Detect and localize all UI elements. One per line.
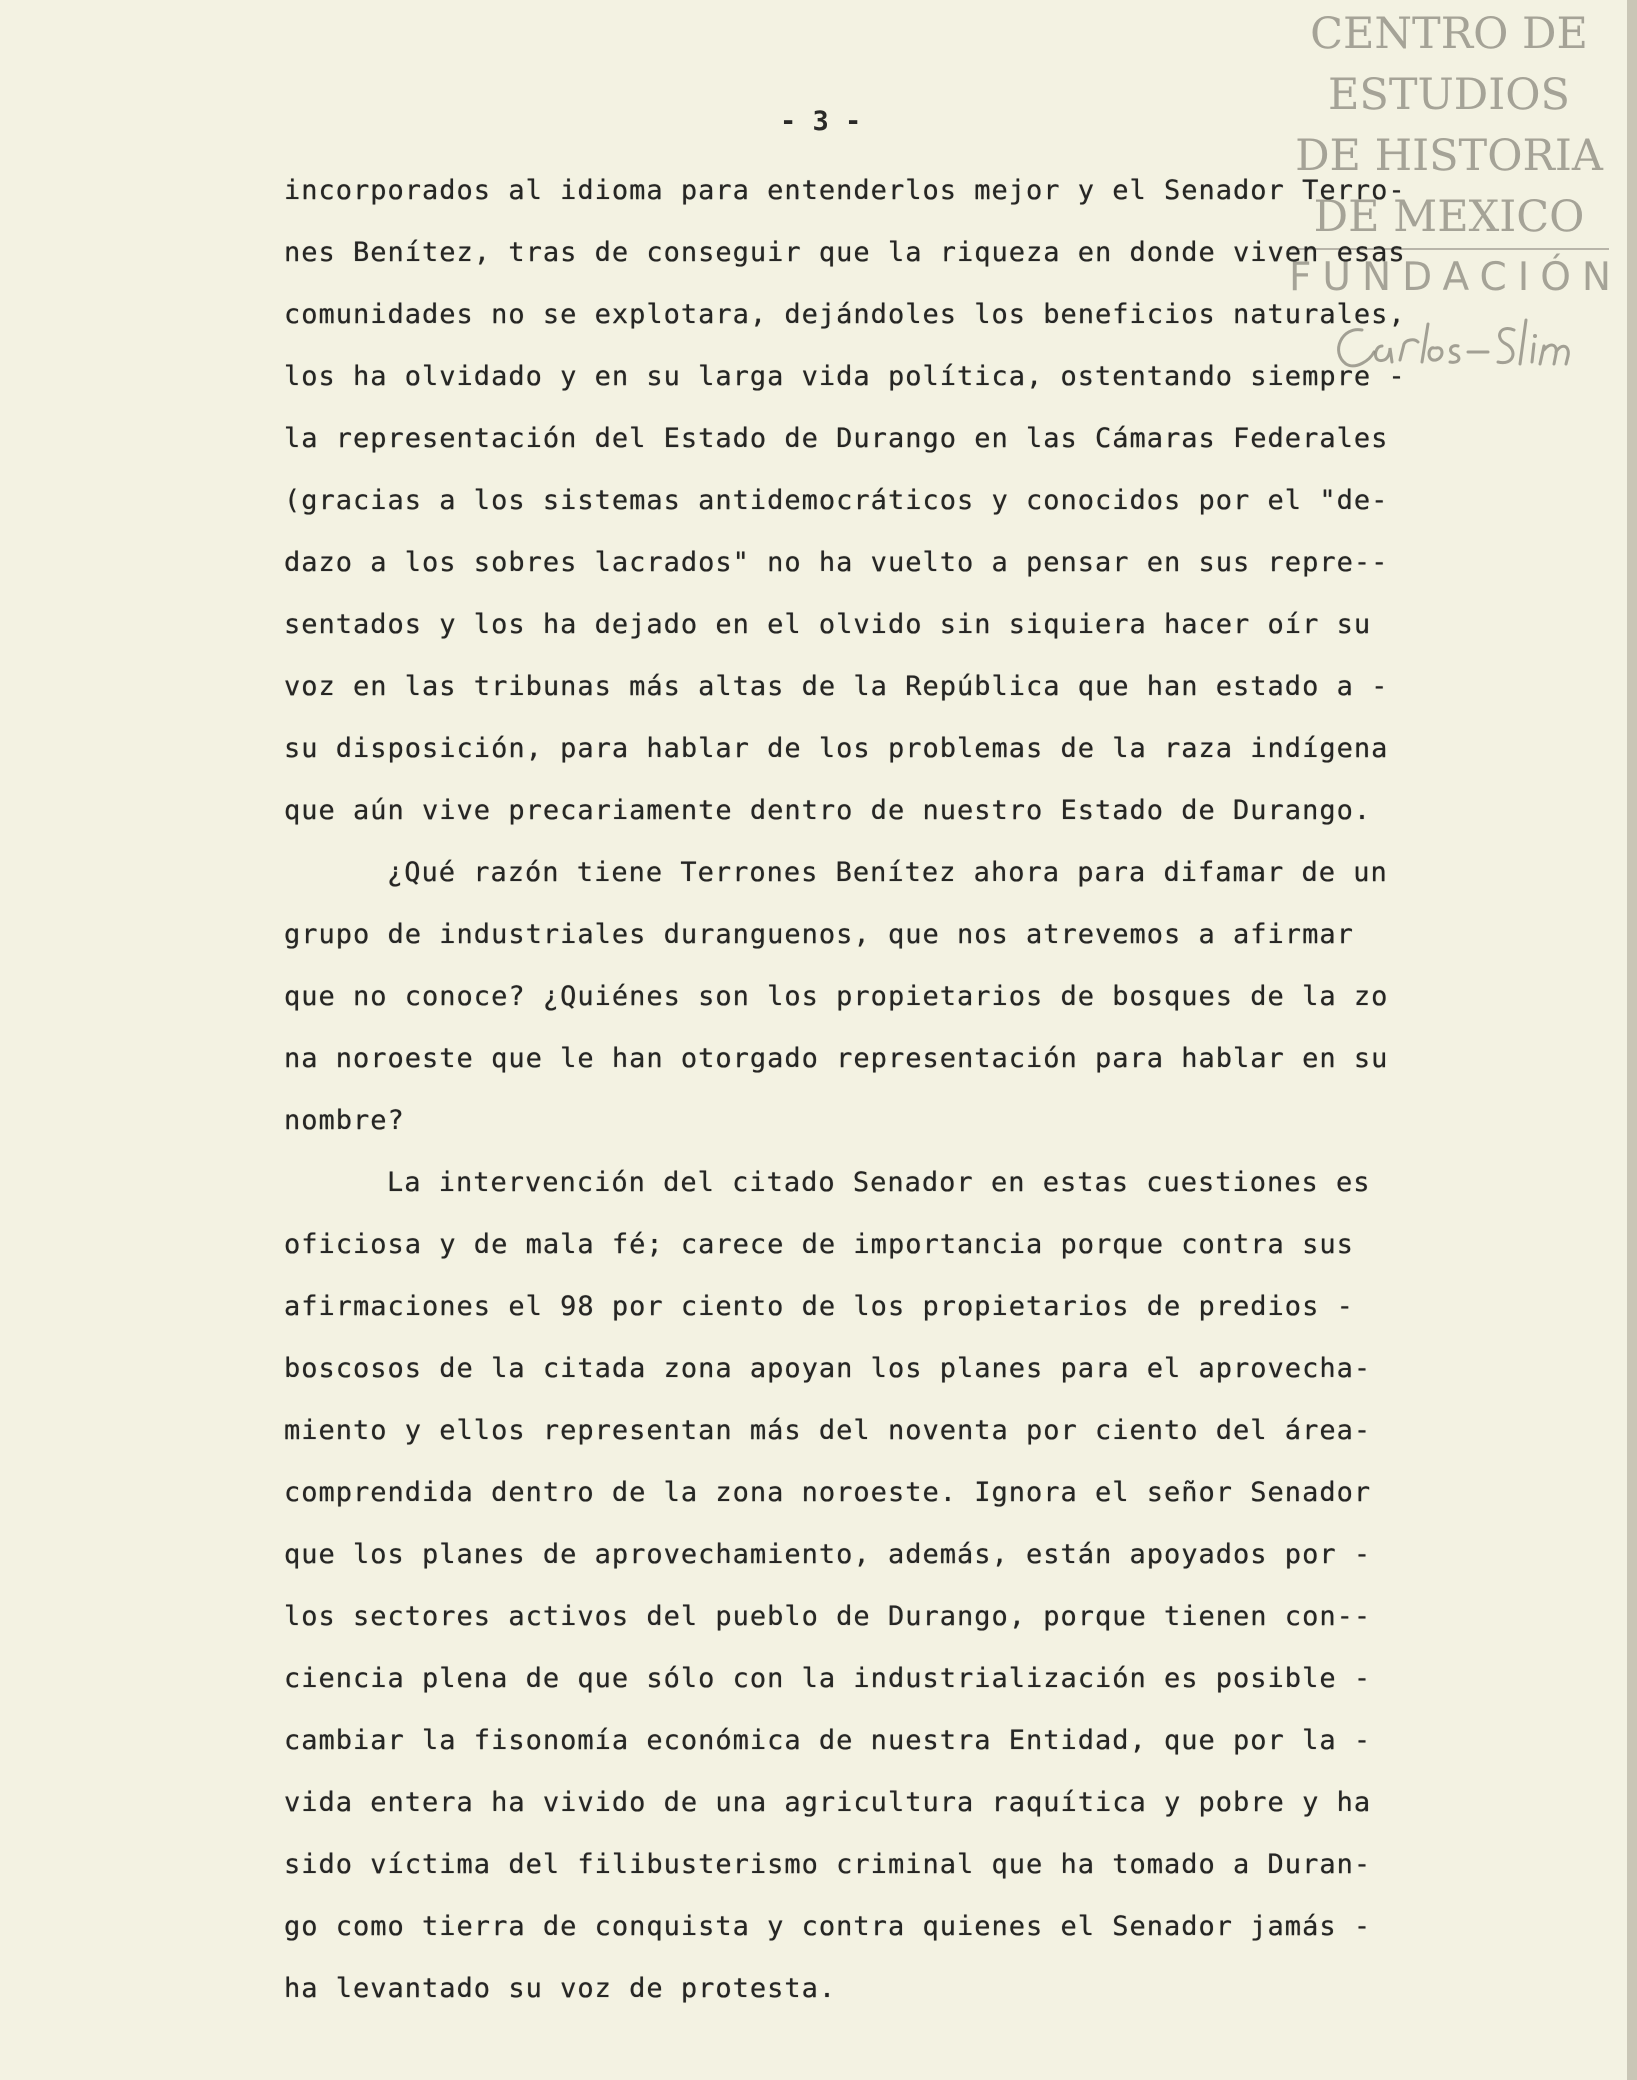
text-line: cambiar la fisonomía económica de nuestra Entidad, que por la - — [284, 1725, 1372, 1756]
text-line: los sectores activos del pueblo de Durango, porque tienen con-- — [284, 1601, 1372, 1632]
watermark-line-4: DE MEXICO — [1313, 192, 1585, 242]
watermark-line-1: CENTRO DE — [1310, 9, 1588, 59]
watermark-line-3: DE HISTORIA — [1295, 131, 1603, 181]
text-line: comunidades no se explotara, dejándoles los beneficios naturales, — [284, 299, 1406, 330]
text-line: su disposición, para hablar de los problemas de la raza indígena — [284, 733, 1389, 764]
text-line: ha levantado su voz de protesta. — [284, 1973, 837, 2004]
text-line: (gracias a los sistemas antidemocráticos y conocidos por el "de- — [284, 485, 1389, 516]
watermark-line-2: ESTUDIOS — [1328, 70, 1570, 120]
paragraph-2 — [284, 842, 1534, 1152]
text-line: go como tierra de conquista y contra quienes el Senador jamás - — [284, 1911, 1372, 1942]
text-line: ciencia plena de que sólo con la industrialización es posible - — [284, 1663, 1372, 1694]
text-line: nombre? — [284, 1105, 405, 1136]
text-line: sido víctima del filibusterismo criminal que ha tomado a Duran- — [284, 1849, 1372, 1880]
text-line: na noroeste que le han otorgado representación para hablar en su — [284, 1043, 1389, 1074]
text-line: incorporados al idioma para entenderlos mejor y el Senador Terro- — [284, 175, 1406, 206]
watermark-fundacion: FUNDACIÓN — [1289, 248, 1609, 306]
text-line: comprendida dentro de la zona noroeste. Ignora el señor Senador — [284, 1477, 1372, 1508]
text-line: que aún vive precariamente dentro de nuestro Estado de Durango. — [284, 795, 1372, 826]
text-line: que no conoce? ¿Quiénes son los propietarios de bosques de la zo — [284, 981, 1389, 1012]
text-line: que los planes de aprovechamiento, además, están apoyados por - — [284, 1539, 1372, 1570]
paragraph-1 — [284, 160, 1534, 842]
text-line: voz en las tribunas más altas de la República que han estado a - — [284, 671, 1389, 702]
document-body — [284, 160, 1534, 2020]
text-line: sentados y los ha dejado en el olvido sin siquiera hacer oír su — [284, 609, 1372, 640]
paragraph-3 — [284, 1152, 1534, 2020]
text-line: La intervención del citado Senador en estas cuestiones es — [387, 1167, 1371, 1198]
text-line: afirmaciones el 98 por ciento de los propietarios de predios - — [284, 1291, 1354, 1322]
page-edge-shadow — [1627, 0, 1637, 2080]
text-line: grupo de industriales duranguenos, que nos atrevemos a afirmar — [284, 919, 1354, 950]
text-line: los ha olvidado y en su larga vida política, ostentando siempre - — [284, 361, 1406, 392]
text-line: oficiosa y de mala fé; carece de importancia porque contra sus — [284, 1229, 1354, 1260]
text-line: dazo a los sobres lacrados" no ha vuelto a pensar en sus repre-- — [284, 547, 1389, 578]
text-line: la representación del Estado de Durango en las Cámaras Federales — [284, 423, 1389, 454]
text-line: ¿Qué razón tiene Terrones Benítez ahora para difamar de un — [387, 857, 1388, 888]
text-line: miento y ellos representan más del noventa por ciento del área- — [284, 1415, 1372, 1446]
page-number: - 3 - — [780, 106, 862, 137]
text-line: boscosos de la citada zona apoyan los planes para el aprovecha- — [284, 1353, 1372, 1384]
text-line: nes Benítez, tras de conseguir que la riqueza en donde viven esas — [284, 237, 1406, 268]
text-line: vida entera ha vivido de una agricultura raquítica y pobre y ha — [284, 1787, 1372, 1818]
